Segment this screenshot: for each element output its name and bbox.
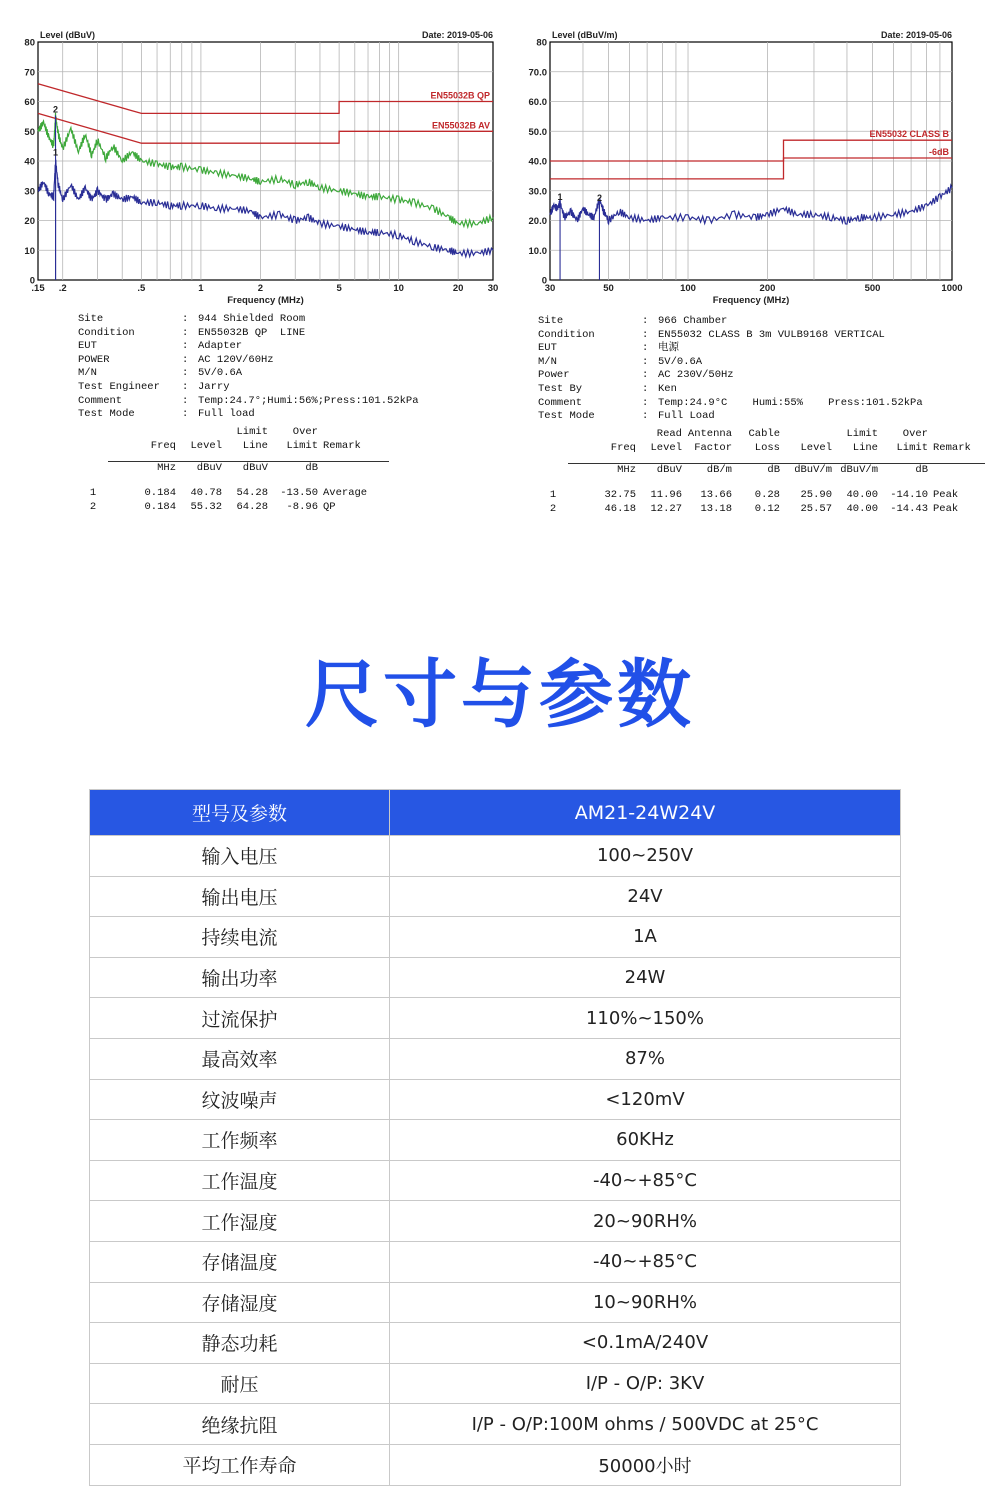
results-header-top-cell: Antenna [687,428,732,440]
spec-param-value: 24W [390,957,901,998]
results-header-cell [538,442,568,456]
info-key: EUT [78,340,97,353]
info-row [538,369,923,383]
info-value: EN55032B QP LINE [198,326,306,339]
radiated-emission-plot [528,26,992,310]
y-tick-label: 0 [541,275,547,287]
spec-header-param: 型号及参数 [90,790,390,836]
results-cell: 0.28 [754,489,780,502]
results-units-cell: MHz [108,461,176,475]
results-header-top-cell: Limit [846,428,878,440]
y-tick-label: 30 [24,186,35,198]
report2-results-table [538,428,985,516]
results-cell: 13.18 [700,502,732,515]
results-header-top-cell [568,428,636,442]
results-cell: Peak [933,489,959,502]
results-cell: 54.28 [236,487,268,500]
results-header [538,442,985,456]
results-header-top-cell [78,426,108,440]
info-value: AC 230V/50Hz [658,369,734,382]
info-key: Comment [538,396,583,409]
spec-row [90,1079,901,1120]
results-cell: 40.00 [846,502,878,515]
results-header [78,440,389,454]
info-key: POWER [78,353,110,366]
results-cell: 0.184 [144,487,176,500]
info-row [538,315,923,329]
limit-label: EN55032B QP [430,90,490,101]
info-colon: : [642,369,649,382]
spec-row [90,1323,901,1364]
results-units-cell: dB [878,463,928,477]
spec-param-value: I/P - O/P:100M ohms / 500VDC at 25°C [390,1404,901,1445]
results-cell: 64.28 [236,500,268,513]
info-value: Temp:24.7°;Humi:56%;Press:101.52kPa [198,394,419,407]
y-axis-label: Level (dBuV) [40,30,96,40]
info-row [538,356,923,370]
y-tick-label: 20 [24,216,35,227]
y-tick-label: 50 [24,126,35,138]
spec-param-value: -40~+85°C [390,1241,901,1282]
info-key: M/N [538,355,557,368]
x-tick-label: 200 [759,283,776,294]
chart-date: Date: 2019-05-06 [421,30,493,40]
results-units-cell: MHz [568,463,636,477]
info-row [538,397,923,411]
info-row [78,354,419,368]
results-header-cell: Remark [323,439,361,452]
results-header-top [78,426,389,440]
x-tick-label: 10 [393,283,404,294]
results-cell: 40.78 [190,487,222,500]
info-key: M/N [78,367,97,380]
info-key: Test Engineer [78,380,160,393]
marker-label: 2 [53,104,59,115]
results-cell: 46.18 [604,502,636,515]
results-cell: 0.184 [144,500,176,513]
info-colon: : [182,340,189,353]
info-row [538,342,923,356]
y-tick-label: 40.0 [528,156,547,168]
spec-param-name: 输出功率 [90,957,390,998]
limit-label: EN55032B AV [431,120,490,131]
results-header-cell: Level [190,439,222,452]
marker-label: 1 [53,147,59,158]
results-header-top-cell [108,426,176,440]
spec-param-value: 50000小时 [390,1444,901,1485]
results-header-top [538,428,985,442]
spec-param-value: 1A [390,917,901,958]
results-header-cell: Loss [754,441,780,454]
info-row [78,408,419,422]
spec-param-name: 存储湿度 [90,1282,390,1323]
marker-label: 2 [596,192,602,203]
info-value: Jarry [198,380,230,393]
results-cell: 12.27 [650,502,682,515]
info-colon: : [182,313,189,325]
info-colon: : [182,326,189,339]
info-colon: : [642,396,649,409]
results-header-cell: Limit [286,439,318,452]
y-tick-label: 10.0 [528,245,547,257]
results-units-cell: dBuV/m [780,463,832,477]
info-value: 5V/0.6A [658,355,703,368]
spec-param-value: <0.1mA/240V [390,1323,901,1364]
results-units-cell: dBuV [222,461,268,475]
info-value: 944 Shielded Room [198,313,306,325]
info-row [78,327,419,341]
results-cell: 0.12 [754,502,780,515]
results-cell: 25.90 [800,489,832,502]
info-key: Test Mode [538,410,595,423]
info-value: Full load [198,408,255,421]
x-tick-label: .5 [137,283,146,294]
limit-label: EN55032 CLASS B [869,129,949,140]
spec-param-name: 输入电压 [90,836,390,877]
limit-label: -6dB [929,147,949,158]
info-value: Adapter [198,340,243,353]
conducted-emission-chart [18,26,504,314]
info-value: Full Load [658,410,715,423]
spec-param-name: 纹波噪声 [90,1079,390,1120]
results-header-cell [78,440,108,454]
info-key: Test Mode [78,408,135,421]
results-header-cell: Line [852,441,878,454]
results-header-top-cell [928,428,985,442]
results-units-cell: dBuV [176,461,222,475]
results-cell: 2 [549,502,557,515]
results-units-cell: dBuV/m [832,463,878,477]
section-title: 尺寸与参数 [305,652,695,738]
spec-param-name: 平均工作寿命 [90,1444,390,1485]
spec-param-name: 工作温度 [90,1160,390,1201]
results-units-cell: dBuV [636,463,682,477]
results-header-cell: Level [650,441,682,454]
info-colon: : [642,355,649,368]
info-colon: : [182,380,189,393]
x-tick-label: 50 [603,283,614,294]
results-cell: 40.00 [846,489,878,502]
results-cell: 55.32 [190,500,222,513]
info-value: 电源 [658,342,679,355]
y-tick-label: 60.0 [528,97,547,108]
spec-param-name: 工作湿度 [90,1201,390,1242]
spec-param-value: 10~90RH% [390,1282,901,1323]
spec-param-name: 耐压 [90,1363,390,1404]
y-tick-label: 80 [24,37,35,49]
info-value: Temp:24.9°C Humi:55% Press:101.52kPa [658,396,923,409]
results-header-cell: Remark [933,441,971,454]
results-cell: 1 [89,487,97,500]
info-value: AC 120V/60Hz [198,353,274,366]
results-cell: 32.75 [604,489,636,502]
spec-row [90,1201,901,1242]
results-header-cell: Freq [150,439,176,452]
x-axis-label: Frequency (MHz) [712,295,790,306]
report1-info [78,313,419,422]
info-row [538,329,923,343]
spec-row [90,1282,901,1323]
info-value: EN55032 CLASS B 3m VULB9168 VERTICAL [658,328,885,341]
results-cell: -13.50 [280,487,318,500]
results-cell: Peak [933,502,959,515]
x-tick-label: 5 [336,283,342,294]
results-cell: 2 [89,500,97,513]
results-header-top-cell: Limit [236,426,268,438]
results-cell: -8.96 [286,500,318,513]
results-units [538,463,985,477]
info-row [538,383,923,397]
spec-row [90,998,901,1039]
x-tick-label: 100 [680,283,696,294]
results-cell: -14.43 [890,502,928,515]
x-tick-label: .2 [58,283,67,294]
spec-param-value: 24V [390,876,901,917]
results-cell: 1 [549,489,557,502]
info-colon: : [182,408,189,421]
spec-row [90,957,901,998]
results-header-cell: Freq [610,441,636,454]
spec-header-row [90,790,901,836]
results-row [538,503,985,517]
spec-row [90,1404,901,1445]
spec-param-name: 输出电压 [90,876,390,917]
results-header-top-cell: Over [292,426,318,438]
spec-row [90,1363,901,1404]
y-tick-label: 40 [24,156,35,168]
spec-row [90,1444,901,1485]
spec-table [89,789,901,1486]
info-row [78,395,419,409]
x-tick-label: 500 [864,283,881,294]
info-key: Site [538,315,564,327]
spec-row [90,1038,901,1079]
spec-param-name: 最高效率 [90,1038,390,1079]
info-row [78,367,419,381]
results-units-cell: dB [732,463,780,477]
spec-param-value: 20~90RH% [390,1201,901,1242]
spec-param-name: 绝缘抗阻 [90,1404,390,1445]
spec-param-name: 过流保护 [90,998,390,1039]
x-tick-label: 1 [198,283,204,294]
results-units-cell [928,463,985,477]
info-key: EUT [538,342,557,355]
results-cell: 25.57 [800,502,832,515]
spec-param-value: I/P - O/P: 3KV [390,1363,901,1404]
spec-param-name: 静态功耗 [90,1323,390,1364]
results-cell: 13.66 [700,489,732,502]
y-tick-label: 10 [24,245,35,257]
results-header-top-cell: Over [902,428,928,440]
report2-info [538,315,923,424]
y-tick-label: 0 [29,275,35,287]
results-cell: Average [323,487,368,500]
results-header-top-cell [538,428,568,442]
spec-row [90,1120,901,1161]
info-row [78,340,419,354]
marker-label: 1 [557,191,563,202]
x-axis-label: Frequency (MHz) [227,295,304,306]
results-header-cell: Level [800,441,832,454]
info-key: Condition [78,326,135,339]
info-colon: : [182,394,189,407]
spec-row [90,1160,901,1201]
x-tick-label: 1000 [941,283,963,294]
spec-row [90,917,901,958]
results-units-cell: dB [268,461,318,475]
y-tick-label: 50.0 [528,126,547,138]
info-colon: : [642,410,649,423]
results-header-cell: Line [242,439,268,452]
results-units-cell [318,461,389,475]
info-colon: : [642,342,649,355]
results-units-cell: dB/m [682,463,732,477]
info-colon: : [182,367,189,380]
info-row [78,381,419,395]
report1-results-table [78,426,389,514]
info-row [538,410,923,424]
results-header-top-cell [176,426,222,440]
x-tick-label: 30 [544,283,556,294]
info-key: Power [538,369,570,382]
x-tick-label: 30 [487,283,499,294]
info-key: Test By [538,382,583,395]
results-header-top-cell: Cable [748,428,780,440]
y-tick-label: 70.0 [528,67,547,79]
x-tick-label: 2 [257,283,264,294]
info-value: 5V/0.6A [198,367,243,380]
y-tick-label: 60 [24,97,35,108]
results-cell: QP [323,500,336,513]
info-colon: : [642,382,649,395]
spec-param-value: 87% [390,1038,901,1079]
spec-param-name: 存储温度 [90,1241,390,1282]
info-colon: : [642,328,649,341]
spec-row [90,1241,901,1282]
results-units-cell [78,461,108,475]
info-row [78,313,419,327]
y-axis-label: Level (dBuV/m) [552,30,618,40]
info-colon: : [182,353,189,366]
spec-param-value: -40~+85°C [390,1160,901,1201]
y-tick-label: 70 [24,67,35,79]
conducted-emission-plot [18,26,504,310]
info-key: Comment [78,394,123,407]
x-tick-label: .15 [31,283,45,294]
results-header-cell: Factor [694,441,732,454]
info-value: 966 Chamber [658,315,728,327]
y-tick-label: 20.0 [528,216,547,227]
results-row [538,489,985,503]
results-cell: -14.10 [890,489,928,502]
results-header-top-cell [780,428,832,442]
spec-param-value: 110%~150% [390,998,901,1039]
results-header-top-cell: Read [656,428,682,440]
spec-row [90,876,901,917]
radiated-emission-chart [528,26,992,314]
spec-param-value: 100~250V [390,836,901,877]
results-units [78,461,389,475]
results-cell: 11.96 [650,489,682,502]
spec-row [90,836,901,877]
info-key: Condition [538,328,595,341]
info-value: Ken [658,382,677,395]
y-tick-label: 80 [536,37,547,49]
results-row [78,487,389,501]
results-units-cell [538,463,568,477]
results-header-top-cell [318,426,389,440]
info-colon: : [642,315,649,327]
info-key: Site [78,313,104,325]
spec-param-value: <120mV [390,1079,901,1120]
results-row [78,501,389,515]
x-tick-label: 20 [452,283,464,294]
y-tick-label: 30.0 [528,186,547,198]
spec-header-model: AM21-24W24V [390,790,901,836]
results-header-cell: Limit [896,441,928,454]
chart-date: Date: 2019-05-06 [880,30,952,40]
spec-param-name: 持续电流 [90,917,390,958]
spec-param-name: 工作频率 [90,1120,390,1161]
spec-param-value: 60KHz [390,1120,901,1161]
